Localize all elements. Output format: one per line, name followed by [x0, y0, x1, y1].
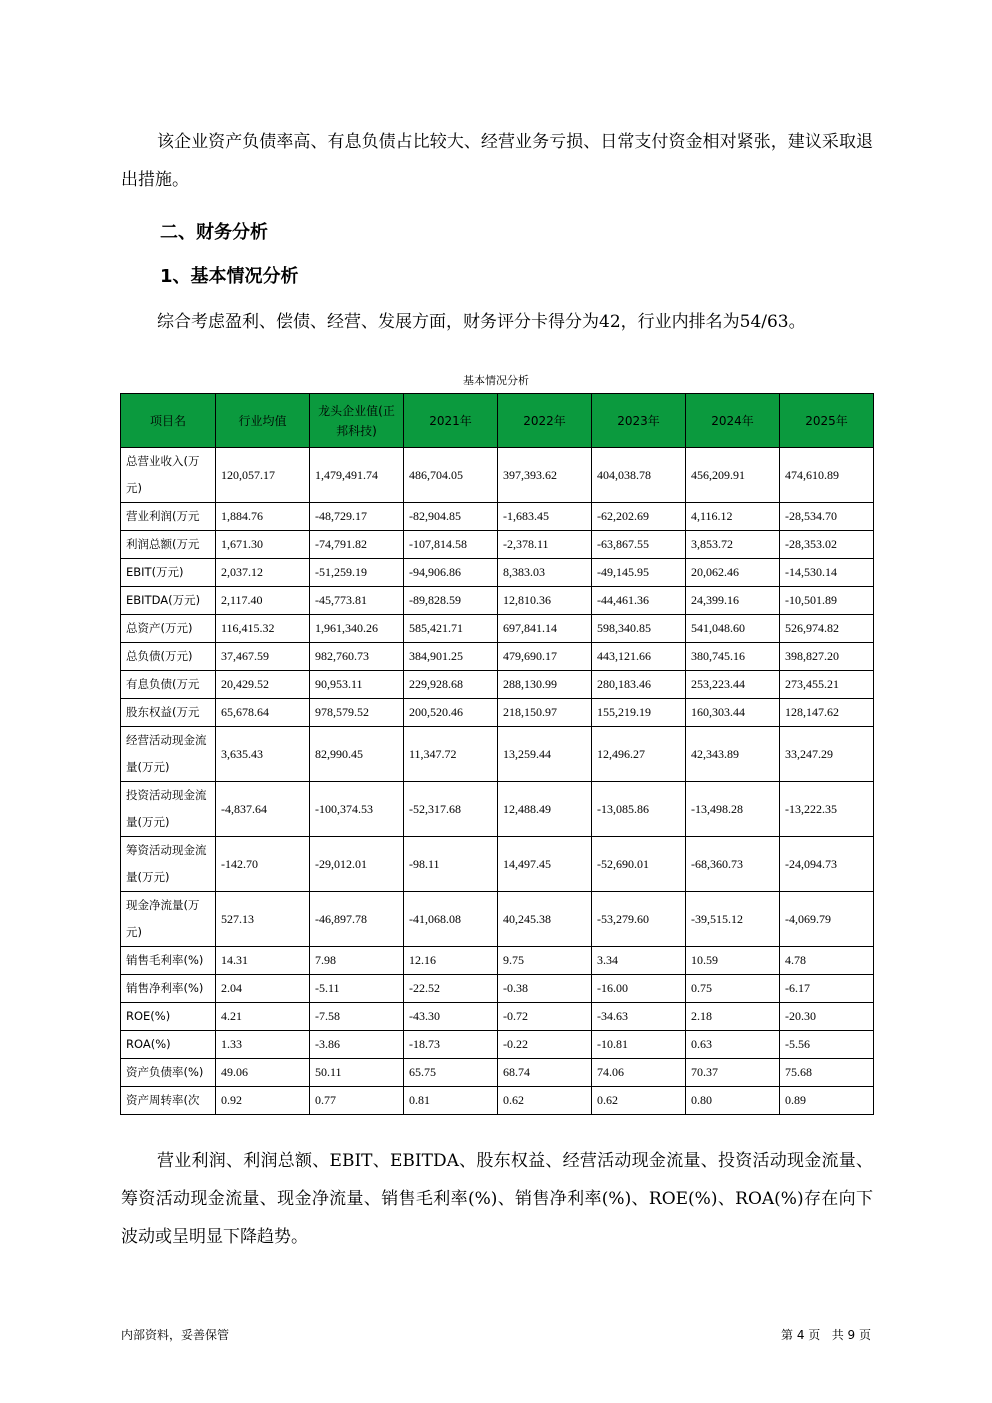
table-cell: 50.11: [310, 1059, 404, 1087]
table-cell: 82,990.45: [310, 727, 404, 782]
table-cell: -0.38: [498, 975, 592, 1003]
column-header: 2021年: [404, 394, 498, 448]
table-cell: 273,455.21: [780, 671, 874, 699]
table-cell: 12,496.27: [592, 727, 686, 782]
table-cell: 527.13: [216, 892, 310, 947]
table-cell: 128,147.62: [780, 699, 874, 727]
table-cell: 541,048.60: [686, 615, 780, 643]
table-cell: -43.30: [404, 1003, 498, 1031]
table-cell: 33,247.29: [780, 727, 874, 782]
table-cell: -16.00: [592, 975, 686, 1003]
table-cell: 12.16: [404, 947, 498, 975]
table-cell: -29,012.01: [310, 837, 404, 892]
table-cell: 2,117.40: [216, 587, 310, 615]
table-cell: 70.37: [686, 1059, 780, 1087]
table-cell: -62,202.69: [592, 503, 686, 531]
row-label: 利润总额(万元: [121, 531, 216, 559]
table-cell: 0.63: [686, 1031, 780, 1059]
trend-paragraph: 营业利润、利润总额、EBIT、EBITDA、股东权益、经营活动现金流量、投资活动现金流量、筹资活动现金流量、现金净流量、销售毛利率(%)、销售净利率(%)、ROE(%)、ROA(%)存在向下波动或呈明显下降趋势。: [121, 1151, 873, 1247]
table-cell: -51,259.19: [310, 559, 404, 587]
table-cell: -22.52: [404, 975, 498, 1003]
table-cell: 1,884.76: [216, 503, 310, 531]
row-label: EBITDA(万元): [121, 587, 216, 615]
table-cell: -41,068.08: [404, 892, 498, 947]
table-row: [121, 947, 874, 975]
table-cell: -7.58: [310, 1003, 404, 1031]
table-cell: -82,904.85: [404, 503, 498, 531]
table-row: [121, 1003, 874, 1031]
table-cell: -98.11: [404, 837, 498, 892]
table-cell: 404,038.78: [592, 448, 686, 503]
table-cell: 398,827.20: [780, 643, 874, 671]
table-row: [121, 1087, 874, 1115]
table-cell: -48,729.17: [310, 503, 404, 531]
table-cell: 288,130.99: [498, 671, 592, 699]
table-row: [121, 699, 874, 727]
table-cell: -3.86: [310, 1031, 404, 1059]
table-cell: -74,791.82: [310, 531, 404, 559]
table-row: [121, 587, 874, 615]
table-cell: -10.81: [592, 1031, 686, 1059]
table-cell: 982,760.73: [310, 643, 404, 671]
table-cell: 0.62: [592, 1087, 686, 1115]
table-cell: -14,530.14: [780, 559, 874, 587]
table-cell: 4,116.12: [686, 503, 780, 531]
table-row: [121, 782, 874, 837]
table-row: [121, 1059, 874, 1087]
table-cell: -52,317.68: [404, 782, 498, 837]
column-header: 2025年: [780, 394, 874, 448]
row-label: EBIT(万元): [121, 559, 216, 587]
table-cell: 0.89: [780, 1087, 874, 1115]
table-cell: -107,814.58: [404, 531, 498, 559]
table-cell: -45,773.81: [310, 587, 404, 615]
table-cell: 13,259.44: [498, 727, 592, 782]
table-cell: 7.98: [310, 947, 404, 975]
row-label: 资产周转率(次: [121, 1087, 216, 1115]
table-cell: 200,520.46: [404, 699, 498, 727]
table-row: [121, 727, 874, 782]
table-cell: -89,828.59: [404, 587, 498, 615]
table-cell: -34.63: [592, 1003, 686, 1031]
section-heading: 二、财务分析: [160, 222, 268, 243]
financial-table: [120, 393, 874, 1115]
table-cell: 443,121.66: [592, 643, 686, 671]
table-cell: -0.72: [498, 1003, 592, 1031]
table-cell: -10,501.89: [780, 587, 874, 615]
table-cell: 9.75: [498, 947, 592, 975]
table-cell: 3,853.72: [686, 531, 780, 559]
column-header: 项目名: [121, 394, 216, 448]
table-cell: 42,343.89: [686, 727, 780, 782]
table-cell: 116,415.32: [216, 615, 310, 643]
table-cell: -24,094.73: [780, 837, 874, 892]
table-cell: 2.18: [686, 1003, 780, 1031]
row-label: 销售净利率(%): [121, 975, 216, 1003]
score-paragraph: 综合考虑盈利、偿债、经营、发展方面，财务评分卡得分为42，行业内排名为54/63。: [157, 312, 806, 332]
table-cell: -4,837.64: [216, 782, 310, 837]
table-caption: 基本情况分析: [463, 374, 529, 387]
table-cell: 253,223.44: [686, 671, 780, 699]
table-cell: -5.56: [780, 1031, 874, 1059]
table-cell: 3,635.43: [216, 727, 310, 782]
table-row: [121, 531, 874, 559]
table-row: [121, 559, 874, 587]
footer-page-number: 第 4 页 共 9 页: [781, 1328, 871, 1342]
table-cell: 12,810.36: [498, 587, 592, 615]
subsection-heading: 1、基本情况分析: [160, 266, 299, 287]
table-cell: 1,479,491.74: [310, 448, 404, 503]
table-cell: -68,360.73: [686, 837, 780, 892]
table-cell: 3.34: [592, 947, 686, 975]
table-cell: 4.21: [216, 1003, 310, 1031]
row-label: 营业利润(万元: [121, 503, 216, 531]
table-cell: 40,245.38: [498, 892, 592, 947]
table-cell: 1,671.30: [216, 531, 310, 559]
table-cell: 11,347.72: [404, 727, 498, 782]
table-cell: 456,209.91: [686, 448, 780, 503]
table-cell: 598,340.85: [592, 615, 686, 643]
table-row: [121, 503, 874, 531]
table-cell: -13,222.35: [780, 782, 874, 837]
table-cell: 1,961,340.26: [310, 615, 404, 643]
table-cell: 0.77: [310, 1087, 404, 1115]
row-label: 有息负债(万元: [121, 671, 216, 699]
table-cell: 75.68: [780, 1059, 874, 1087]
table-cell: -44,461.36: [592, 587, 686, 615]
table-cell: -6.17: [780, 975, 874, 1003]
table-cell: -49,145.95: [592, 559, 686, 587]
table-cell: 4.78: [780, 947, 874, 975]
footer-left: 内部资料，妥善保管: [121, 1328, 230, 1342]
table-row: [121, 643, 874, 671]
table-cell: 8,383.03: [498, 559, 592, 587]
row-label: 总营业收入(万元): [121, 448, 216, 503]
table-cell: 380,745.16: [686, 643, 780, 671]
table-cell: -0.22: [498, 1031, 592, 1059]
table-cell: 14.31: [216, 947, 310, 975]
column-header: 2023年: [592, 394, 686, 448]
table-cell: 1.33: [216, 1031, 310, 1059]
table-row: [121, 448, 874, 503]
table-cell: 0.80: [686, 1087, 780, 1115]
table-cell: 397,393.62: [498, 448, 592, 503]
table-cell: 155,219.19: [592, 699, 686, 727]
table-cell: -13,085.86: [592, 782, 686, 837]
table-cell: -2,378.11: [498, 531, 592, 559]
table-cell: 697,841.14: [498, 615, 592, 643]
row-label: 总资产(万元): [121, 615, 216, 643]
table-cell: 0.75: [686, 975, 780, 1003]
table-cell: -28,534.70: [780, 503, 874, 531]
table-cell: 585,421.71: [404, 615, 498, 643]
row-label: 销售毛利率(%): [121, 947, 216, 975]
row-label: 股东权益(万元: [121, 699, 216, 727]
table-cell: 74.06: [592, 1059, 686, 1087]
row-label: ROE(%): [121, 1003, 216, 1031]
table-row: [121, 975, 874, 1003]
table-cell: 218,150.97: [498, 699, 592, 727]
table-cell: 68.74: [498, 1059, 592, 1087]
table-cell: -142.70: [216, 837, 310, 892]
table-cell: -53,279.60: [592, 892, 686, 947]
row-label: 现金净流量(万元): [121, 892, 216, 947]
table-cell: 479,690.17: [498, 643, 592, 671]
table-row: [121, 892, 874, 947]
table-cell: 20,062.46: [686, 559, 780, 587]
table-cell: 160,303.44: [686, 699, 780, 727]
table-cell: 486,704.05: [404, 448, 498, 503]
table-cell: -18.73: [404, 1031, 498, 1059]
table-cell: -1,683.45: [498, 503, 592, 531]
column-header: 2022年: [498, 394, 592, 448]
table-cell: 65,678.64: [216, 699, 310, 727]
table-cell: 2,037.12: [216, 559, 310, 587]
table-cell: -52,690.01: [592, 837, 686, 892]
table-cell: 384,901.25: [404, 643, 498, 671]
table-cell: 65.75: [404, 1059, 498, 1087]
table-cell: -63,867.55: [592, 531, 686, 559]
table-header-row: [121, 394, 874, 448]
row-label: ROA(%): [121, 1031, 216, 1059]
table-cell: -28,353.02: [780, 531, 874, 559]
column-header: 2024年: [686, 394, 780, 448]
row-label: 筹资活动现金流量(万元): [121, 837, 216, 892]
row-label: 经营活动现金流量(万元): [121, 727, 216, 782]
table-cell: 0.92: [216, 1087, 310, 1115]
table-cell: 90,953.11: [310, 671, 404, 699]
table-cell: -46,897.78: [310, 892, 404, 947]
table-row: [121, 671, 874, 699]
table-row: [121, 1031, 874, 1059]
table-cell: 474,610.89: [780, 448, 874, 503]
table-cell: 0.62: [498, 1087, 592, 1115]
table-cell: 24,399.16: [686, 587, 780, 615]
table-cell: 14,497.45: [498, 837, 592, 892]
column-header: 行业均值: [216, 394, 310, 448]
table-cell: -39,515.12: [686, 892, 780, 947]
column-header: 龙头企业值(正邦科技): [310, 394, 404, 448]
table-cell: 120,057.17: [216, 448, 310, 503]
intro-paragraph: 该企业资产负债率高、有息负债占比较大、经营业务亏损、日常支付资金相对紧张，建议采取退出措施。: [121, 132, 873, 190]
table-cell: 12,488.49: [498, 782, 592, 837]
table-cell: -13,498.28: [686, 782, 780, 837]
row-label: 投资活动现金流量(万元): [121, 782, 216, 837]
table-cell: 280,183.46: [592, 671, 686, 699]
table-cell: 20,429.52: [216, 671, 310, 699]
table-row: [121, 837, 874, 892]
table-cell: 978,579.52: [310, 699, 404, 727]
table-cell: 37,467.59: [216, 643, 310, 671]
table-cell: 526,974.82: [780, 615, 874, 643]
table-cell: 0.81: [404, 1087, 498, 1115]
table-cell: 10.59: [686, 947, 780, 975]
table-row: [121, 615, 874, 643]
table-cell: -5.11: [310, 975, 404, 1003]
table-cell: -4,069.79: [780, 892, 874, 947]
table-cell: -20.30: [780, 1003, 874, 1031]
table-cell: -94,906.86: [404, 559, 498, 587]
row-label: 资产负债率(%): [121, 1059, 216, 1087]
table-cell: 2.04: [216, 975, 310, 1003]
row-label: 总负债(万元): [121, 643, 216, 671]
table-cell: 49.06: [216, 1059, 310, 1087]
table-cell: 229,928.68: [404, 671, 498, 699]
table-cell: -100,374.53: [310, 782, 404, 837]
